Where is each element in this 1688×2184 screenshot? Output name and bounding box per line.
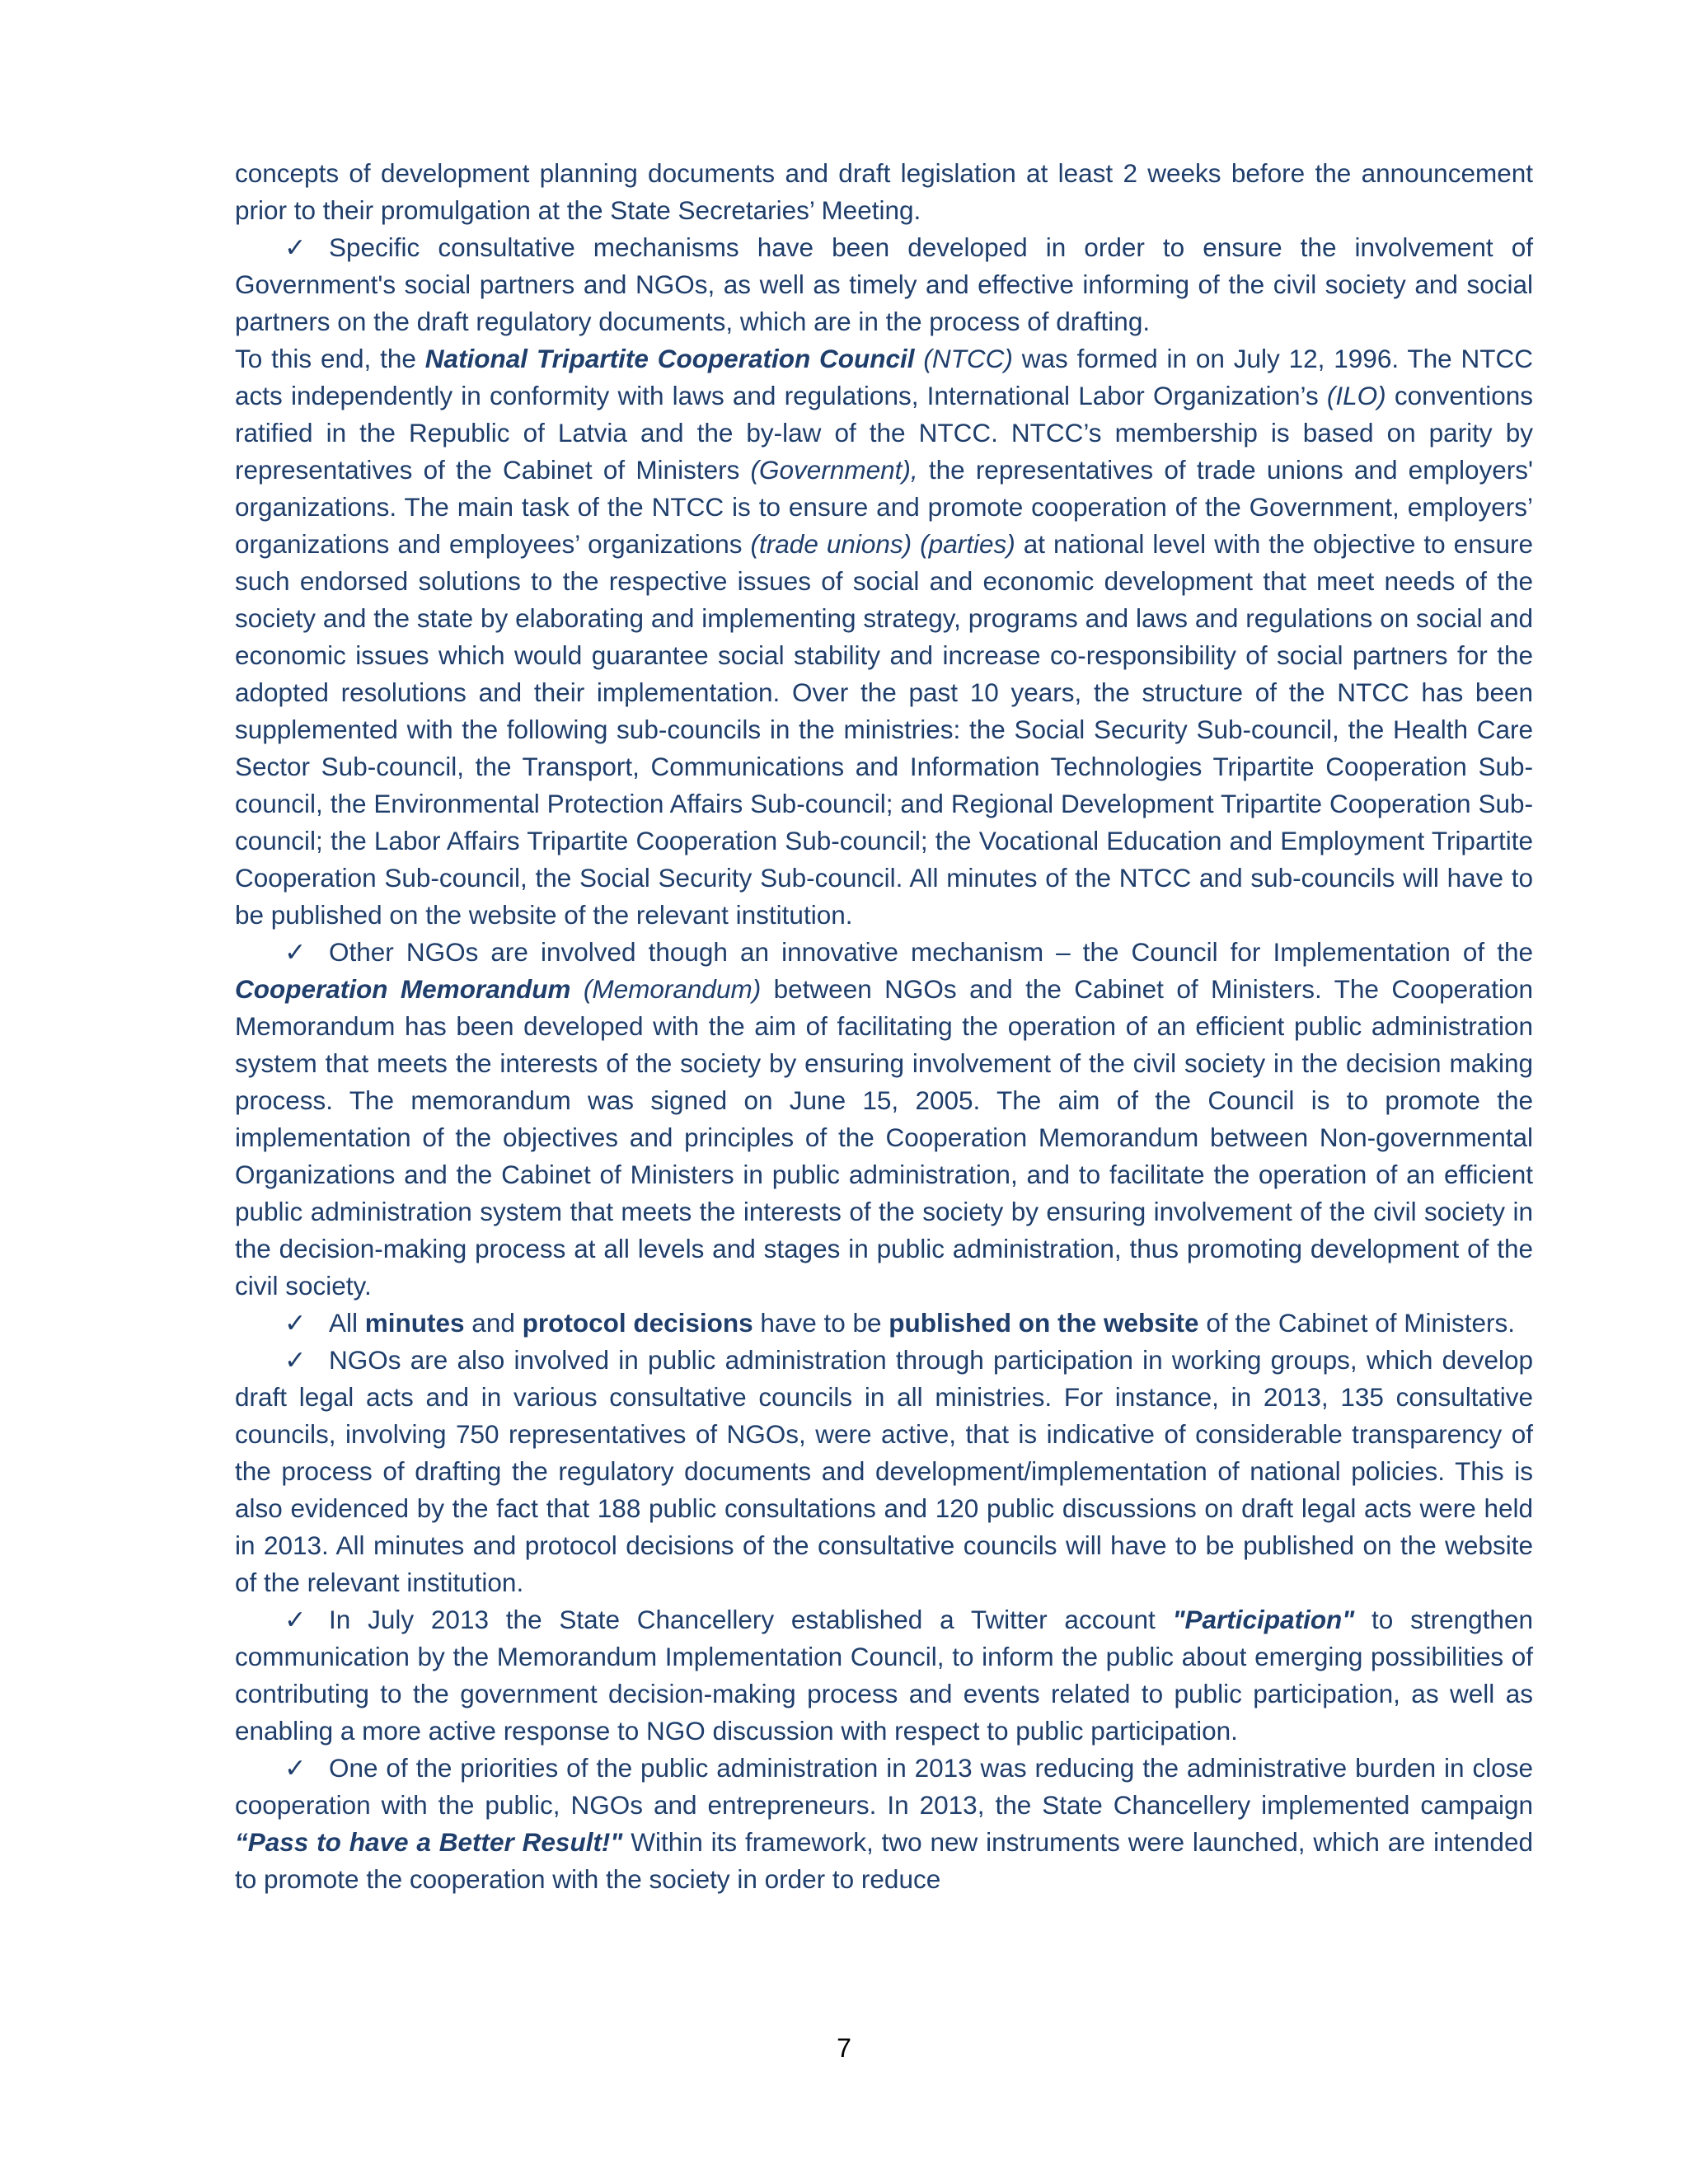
bullet-twitter-account [235,1601,1533,1750]
text-run: All [329,1308,365,1338]
published-website-term: published on the website [889,1308,1199,1338]
text-run: In July 2013 the State Chancellery established a Twitter account [329,1605,1173,1634]
text-run: the representatives of trade unions and employers' organizations. The main task of the NTCC is to ensure and promote cooperation of the Government, employers’ organizations and employees’ organizations [235,455,1533,559]
bullet-text: NGOs are also involved in public administration through participation in working groups, which develop draft legal acts and in various consultative councils in all ministries. For instance, in 2013, 135 consultative councils, involving 750 representatives of NGOs, were active, that is indicative of considerable transparency of the process of drafting the regulatory documents and development/implementation of national policies. This is also evidenced by the fact that 188 public consultations and 120 public discussions on draft legal acts were held in 2013. All minutes and protocol decisions of the consultative councils will have to be published on the website of the relevant institution. [235,1345,1533,1597]
ntcc-term: National Tripartite Cooperation Council [424,344,915,373]
text-run: of the Cabinet of Ministers. [1198,1308,1515,1338]
paragraph-ntcc [235,340,1533,934]
bullet-memorandum [235,934,1533,1305]
participation-term: "Participation" [1172,1605,1355,1634]
ntcc-abbrev: (NTCC) [923,344,1013,373]
text-run: conventions ratified in the Republic of Latvia and the by-law of the NTCC. NTCC’s membership is based on parity by representatives of the Cabinet of Ministers [235,381,1533,485]
page-body [235,155,1533,1898]
text-run [570,974,583,1004]
text-run: One of the priorities of the public administration in 2013 was reducing the administrative burden in close cooperation with the public, NGOs and entrepreneurs. In 2013, the State Chancellery implemented campaign [235,1753,1533,1820]
minutes-term: minutes [364,1308,465,1338]
protocol-decisions-term: protocol decisions [522,1308,753,1338]
paragraph-intro: concepts of development planning documents and draft legislation at least 2 weeks before the announcement prior to their promulgation at the State Secretaries’ Meeting. [235,158,1533,225]
government-term: (Government), [750,455,918,485]
check-mark-icon: ✓ [284,232,307,262]
memorandum-abbrev: (Memorandum) [583,974,762,1004]
check-mark-icon: ✓ [284,1345,307,1375]
campaign-term: “Pass to have a Better Result!" [235,1827,623,1857]
text-run: was formed in on July 12, 1996. The NTCC acts independently in conformity with laws and regulations, International Labor Organization’s [235,344,1533,410]
bullet-text: Specific consultative mechanisms have been developed in order to ensure the involvement of Government's social partners and NGOs, as well as timely and effective informing of the civil society and social partners on the draft regulatory documents, which are in the process of drafting. [235,232,1533,336]
check-mark-icon: ✓ [284,1605,307,1634]
text-run: Other NGOs are involved though an innovative mechanism – the Council for Implementation of the [329,937,1533,967]
text-run: at national level with the objective to ensure such endorsed solutions to the respective issues of social and economic development that meet needs of the society and the state by elaborating and implementing strategy, programs and laws and regulations on social and economic issues which would guarantee social stability and increase co-responsibility of social partners for the adopted resolutions and their implementation. Over the past 10 years, the structure of the NTCC has been supplemented with the following sub-councils in the ministries: the Social Security Sub-council, the Health Care Sector Sub-council, the Transport, Communications and Information Technologies Tripartite Cooperation Sub-council, the Environmental Protection Affairs Sub-council; and Regional Development Tripartite Cooperation Sub-council; the Labor Affairs Tripartite Cooperation Sub-council; the Vocational Education and Employment Tripartite Cooperation Sub-council, the Social Security Sub-council. All minutes of the NTCC and sub-councils will have to be published on the website of the relevant institution. [235,529,1533,930]
check-mark-icon: ✓ [284,1308,307,1338]
text-run: Within its framework, two new instruments were launched, which are intended to promote the cooperation with the society in order to reduce [235,1827,1533,1894]
page-number: 7 [837,2033,851,2063]
text-run: and [464,1308,523,1338]
bullet-administrative-burden [235,1750,1533,1898]
check-mark-icon: ✓ [284,937,307,967]
text-run: To this end, the [235,344,425,373]
ilo-abbrev: (ILO) [1326,381,1386,410]
check-mark-icon: ✓ [284,1753,307,1783]
text-run: to strengthen communication by the Memorandum Implementation Council, to inform the public about emerging possibilities of contributing to the government decision-making process and events related to public participation, as well as enabling a more active response to NGO discussion with respect to public participation. [235,1605,1533,1746]
text-run [915,344,924,373]
memorandum-term: Cooperation Memorandum [235,974,571,1004]
text-run: between NGOs and the Cabinet of Ministers. The Cooperation Memorandum has been developed with the aim of facilitating the operation of an efficient public administration system that meets the interests of the society by ensuring involvement of the civil society in the decision making process. The memorandum was signed on June 15, 2005. The aim of the Council is to promote the implementation of the objectives and principles of the Cooperation Memorandum between Non-governmental Organizations and the Cabinet of Ministers in public administration, and to facilitate the operation of an efficient public administration system that meets the interests of the society by ensuring involvement of the civil society in the decision-making process at all levels and stages in public administration, thus promoting development of the civil society. [235,974,1533,1301]
text-run: have to be [753,1308,889,1338]
bullet-consultative-mechanisms [235,229,1533,340]
trade-unions-term: (trade unions) (parties) [750,529,1015,559]
bullet-working-groups [235,1342,1533,1601]
bullet-minutes-published [235,1305,1533,1342]
